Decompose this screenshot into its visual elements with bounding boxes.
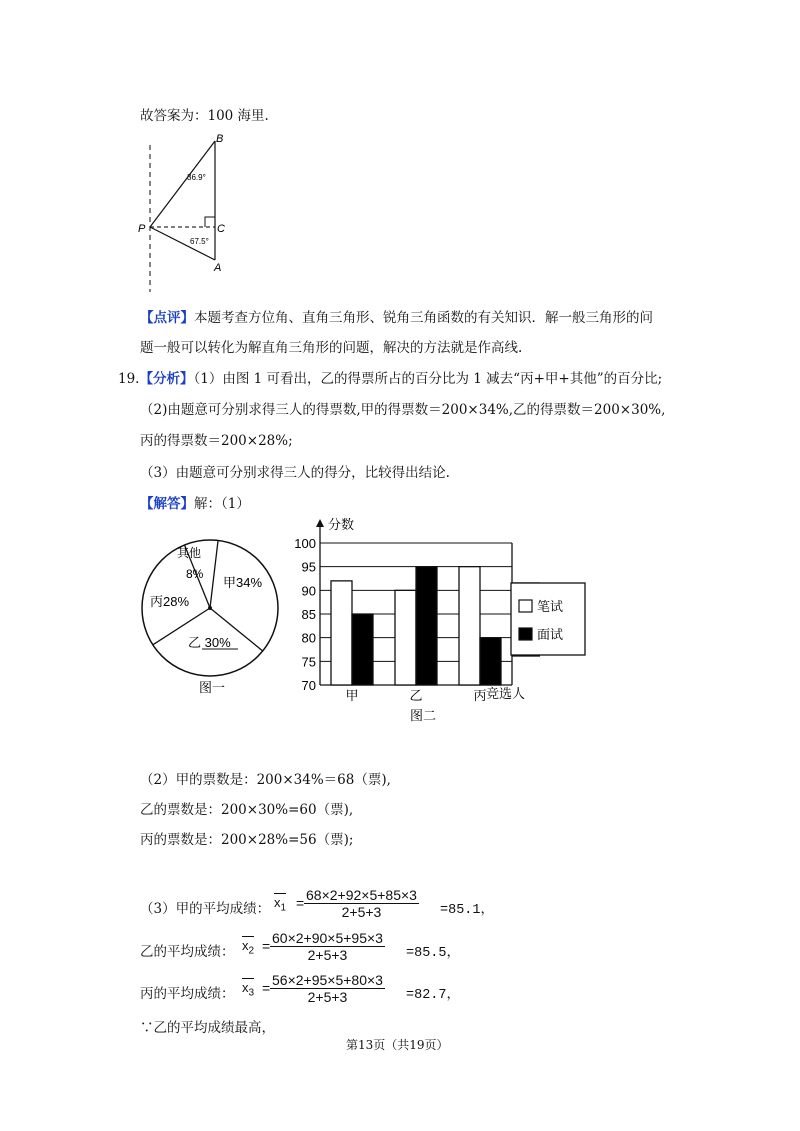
comment-line-1: 【点评】本题考查方位角、直角三角形、锐角三角函数的有关知识．解一般三角形的问 bbox=[140, 310, 653, 326]
pie-label-yi: 乙 30% bbox=[188, 635, 231, 650]
pie-caption: 图一 bbox=[199, 680, 226, 695]
xbar-3: $x_3$ bbox=[242, 980, 255, 999]
pie-label-other-pct: 8% bbox=[186, 567, 204, 581]
y-axis-arrow bbox=[316, 519, 324, 527]
x-tick-label: 乙 bbox=[409, 688, 423, 703]
fraction-3 bbox=[270, 972, 385, 1005]
legend-label-written: 笔试 bbox=[537, 599, 564, 614]
eq-1: = bbox=[296, 895, 305, 911]
jia-prefix: （3）甲的平均成绩： bbox=[140, 901, 271, 917]
x-axis-title: 竞选人 bbox=[486, 686, 526, 701]
eq-2: = bbox=[262, 938, 271, 954]
fraction-1 bbox=[304, 887, 419, 920]
question-number: 19. bbox=[118, 371, 140, 387]
q19-line-4: （3）由题意可分别求得三人的得分，比较得出结论. bbox=[140, 465, 450, 481]
y-tick-label: 90 bbox=[301, 583, 316, 599]
pie-label-other: 其他 bbox=[177, 546, 202, 560]
answer-start-line: 【解答】解：（1） bbox=[140, 496, 250, 512]
conclusion-line: ∵乙的平均成绩最高， bbox=[140, 1020, 275, 1036]
result-2: =85.5， bbox=[406, 946, 461, 961]
legend-swatch-interview bbox=[519, 628, 532, 640]
denominator-1: 2+5+3 bbox=[341, 904, 382, 920]
label-c: C bbox=[217, 223, 225, 235]
bar-written bbox=[459, 567, 480, 685]
y-tick-label: 100 bbox=[294, 536, 316, 551]
geometry-figure bbox=[130, 130, 240, 295]
q19-line-3: 丙的得票数＝200×28%; bbox=[140, 433, 293, 449]
analysis-tag: 【分析】 bbox=[139, 371, 194, 387]
y-tick-label: 70 bbox=[301, 678, 316, 693]
answer-tag: 【解答】 bbox=[140, 496, 194, 512]
pie-chart bbox=[135, 530, 295, 700]
comment-tag: 【点评】 bbox=[140, 310, 194, 326]
bing-prefix: 丙的平均成绩： bbox=[140, 986, 235, 1002]
right-angle-mark bbox=[205, 217, 215, 227]
bar-written bbox=[331, 581, 352, 685]
numerator-2: 60×2+90×5+95×3 bbox=[272, 930, 383, 946]
q19-line-1: 19.【分析】（1）由图 1 可看出，乙的得票所占的百分比为 1 减去“丙+甲+其他”的百分比; bbox=[118, 371, 663, 387]
x-tick-label: 甲 bbox=[345, 688, 359, 703]
x-tick-label: 丙 bbox=[473, 688, 487, 703]
label-b: B bbox=[216, 133, 224, 145]
pie-center bbox=[208, 606, 212, 610]
bar-caption: 图二 bbox=[410, 708, 437, 723]
xbar-1: $x_1$ bbox=[274, 895, 287, 914]
bar-chart bbox=[290, 515, 540, 725]
part2-line-3: 丙的票数是：200×28%=56（票); bbox=[140, 832, 354, 848]
legend-frame bbox=[511, 583, 585, 655]
pie-label-jia: 甲34% bbox=[223, 575, 263, 590]
angle-bottom-label: 67.5° bbox=[190, 237, 209, 246]
fraction-2 bbox=[270, 930, 385, 963]
answer-line: 故答案为：100 海里. bbox=[140, 108, 269, 124]
denominator-2: 2+5+3 bbox=[307, 947, 348, 963]
page-footer: 第13页（共19页） bbox=[346, 1038, 449, 1052]
y-tick-label: 95 bbox=[301, 559, 316, 575]
label-a: A bbox=[214, 262, 222, 274]
legend bbox=[510, 582, 590, 657]
legend-label-interview: 面试 bbox=[537, 627, 564, 642]
result-1: =85.1， bbox=[440, 903, 495, 918]
part2-line-1: （2）甲的票数是：200×34%＝68（票), bbox=[140, 772, 391, 788]
result-3: =82.7， bbox=[406, 988, 461, 1003]
numerator-1: 68×2+92×5+85×3 bbox=[306, 887, 417, 903]
q19-line-2: （2)由题意可分别求得三人的得票数,甲的得票数＝200×34%,乙的得票数＝200×30%, bbox=[140, 402, 666, 418]
numerator-3: 56×2+95×5+80×3 bbox=[272, 972, 383, 988]
y-tick-label: 75 bbox=[301, 654, 316, 670]
bar-interview bbox=[352, 614, 373, 685]
y-axis-title: 分数 bbox=[328, 517, 355, 532]
y-tick-label: 80 bbox=[301, 630, 316, 646]
bar-written bbox=[395, 590, 416, 685]
label-p: P bbox=[138, 223, 146, 235]
comment-line-2: 题一般可以转化为解直角三角形的问题，解决的方法就是作高线. bbox=[140, 340, 523, 356]
xbar-2: $x_2$ bbox=[242, 938, 255, 957]
pie-label-bing: 丙28% bbox=[150, 594, 190, 609]
pb-line bbox=[150, 141, 215, 227]
legend-swatch-written bbox=[519, 600, 532, 612]
yi-prefix: 乙的平均成绩： bbox=[140, 944, 235, 960]
denominator-3: 2+5+3 bbox=[307, 989, 348, 1005]
angle-top-label: 36.9° bbox=[187, 173, 206, 182]
bar-interview bbox=[480, 638, 501, 685]
bar-interview bbox=[416, 567, 437, 685]
part2-line-2: 乙的票数是：200×30%=60（票), bbox=[140, 802, 354, 818]
eq-3: = bbox=[262, 980, 271, 996]
y-tick-label: 85 bbox=[301, 607, 316, 622]
